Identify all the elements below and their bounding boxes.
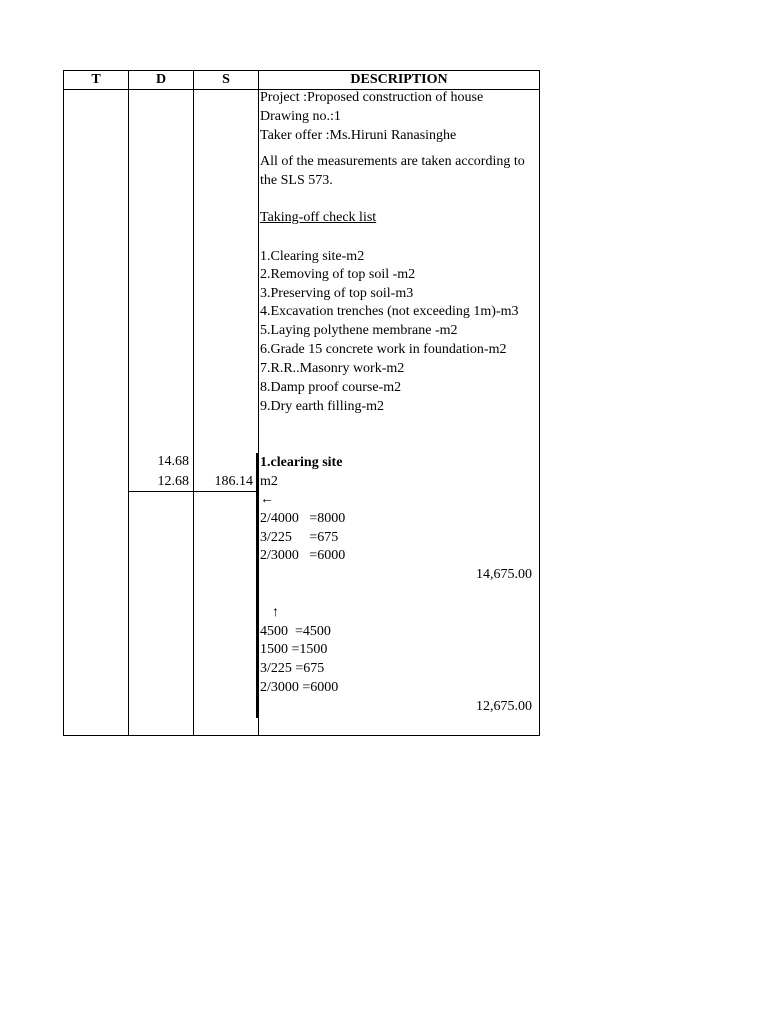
squared-area: 186.14	[214, 474, 253, 489]
item-unit: m2	[260, 474, 278, 489]
column-separator-d-s	[193, 70, 194, 736]
checklist-item: 5.Laying polythene membrane -m2	[260, 323, 458, 338]
dimension-length: 14.68	[157, 454, 189, 469]
checklist-item: 7.R.R..Masonry work-m2	[260, 361, 405, 376]
length-total: 14,675.00	[476, 567, 532, 582]
calc-line: 3/225 =675	[260, 661, 325, 676]
calc-line: 2/3000 =6000	[260, 548, 346, 563]
project-line: Project :Proposed construction of house	[260, 90, 484, 105]
checklist-item: 6.Grade 15 concrete work in foundation-m2	[260, 342, 507, 357]
dimension-width: 12.68	[157, 474, 189, 489]
header-t: T	[91, 72, 101, 87]
waste-calc-brace-line	[256, 453, 259, 718]
header-s: S	[222, 72, 230, 87]
header-description: DESCRIPTION	[350, 72, 448, 87]
table-left-border	[63, 70, 64, 736]
measurement-note-line2: the SLS 573.	[260, 173, 333, 188]
table-right-border	[539, 70, 540, 736]
arrow-left-icon: ←	[260, 492, 274, 507]
calc-line: 1500 =1500	[260, 642, 328, 657]
column-separator-t-d	[128, 70, 129, 736]
calc-line: 2/3000 =6000	[260, 680, 339, 695]
table-bottom-border	[63, 735, 540, 736]
calc-line: 4500 =4500	[260, 624, 331, 639]
arrow-up-icon: ↑	[272, 605, 279, 620]
checklist-title: Taking-off check list	[260, 210, 377, 225]
checklist-item: 1.Clearing site-m2	[260, 249, 365, 264]
width-total: 12,675.00	[476, 699, 532, 714]
dimension-underline	[128, 491, 258, 492]
calc-line: 2/4000 =8000	[260, 511, 346, 526]
checklist-item: 8.Damp proof course-m2	[260, 380, 402, 395]
header-d: D	[155, 72, 167, 87]
drawing-line: Drawing no.:1	[260, 109, 341, 124]
measurement-note-line1: All of the measurements are taken according to	[260, 154, 525, 169]
item-title-clearing-site: 1.clearing site	[260, 455, 343, 470]
checklist-item: 3.Preserving of top soil-m3	[260, 286, 414, 301]
calc-line: 3/225 =675	[260, 530, 339, 545]
checklist-item: 9.Dry earth filling-m2	[260, 399, 385, 414]
taker-line: Taker offer :Ms.Hiruni Ranasinghe	[260, 128, 457, 143]
checklist-item: 2.Removing of top soil -m2	[260, 267, 416, 282]
checklist-item: 4.Excavation trenches (not exceeding 1m)-m3	[260, 304, 519, 319]
